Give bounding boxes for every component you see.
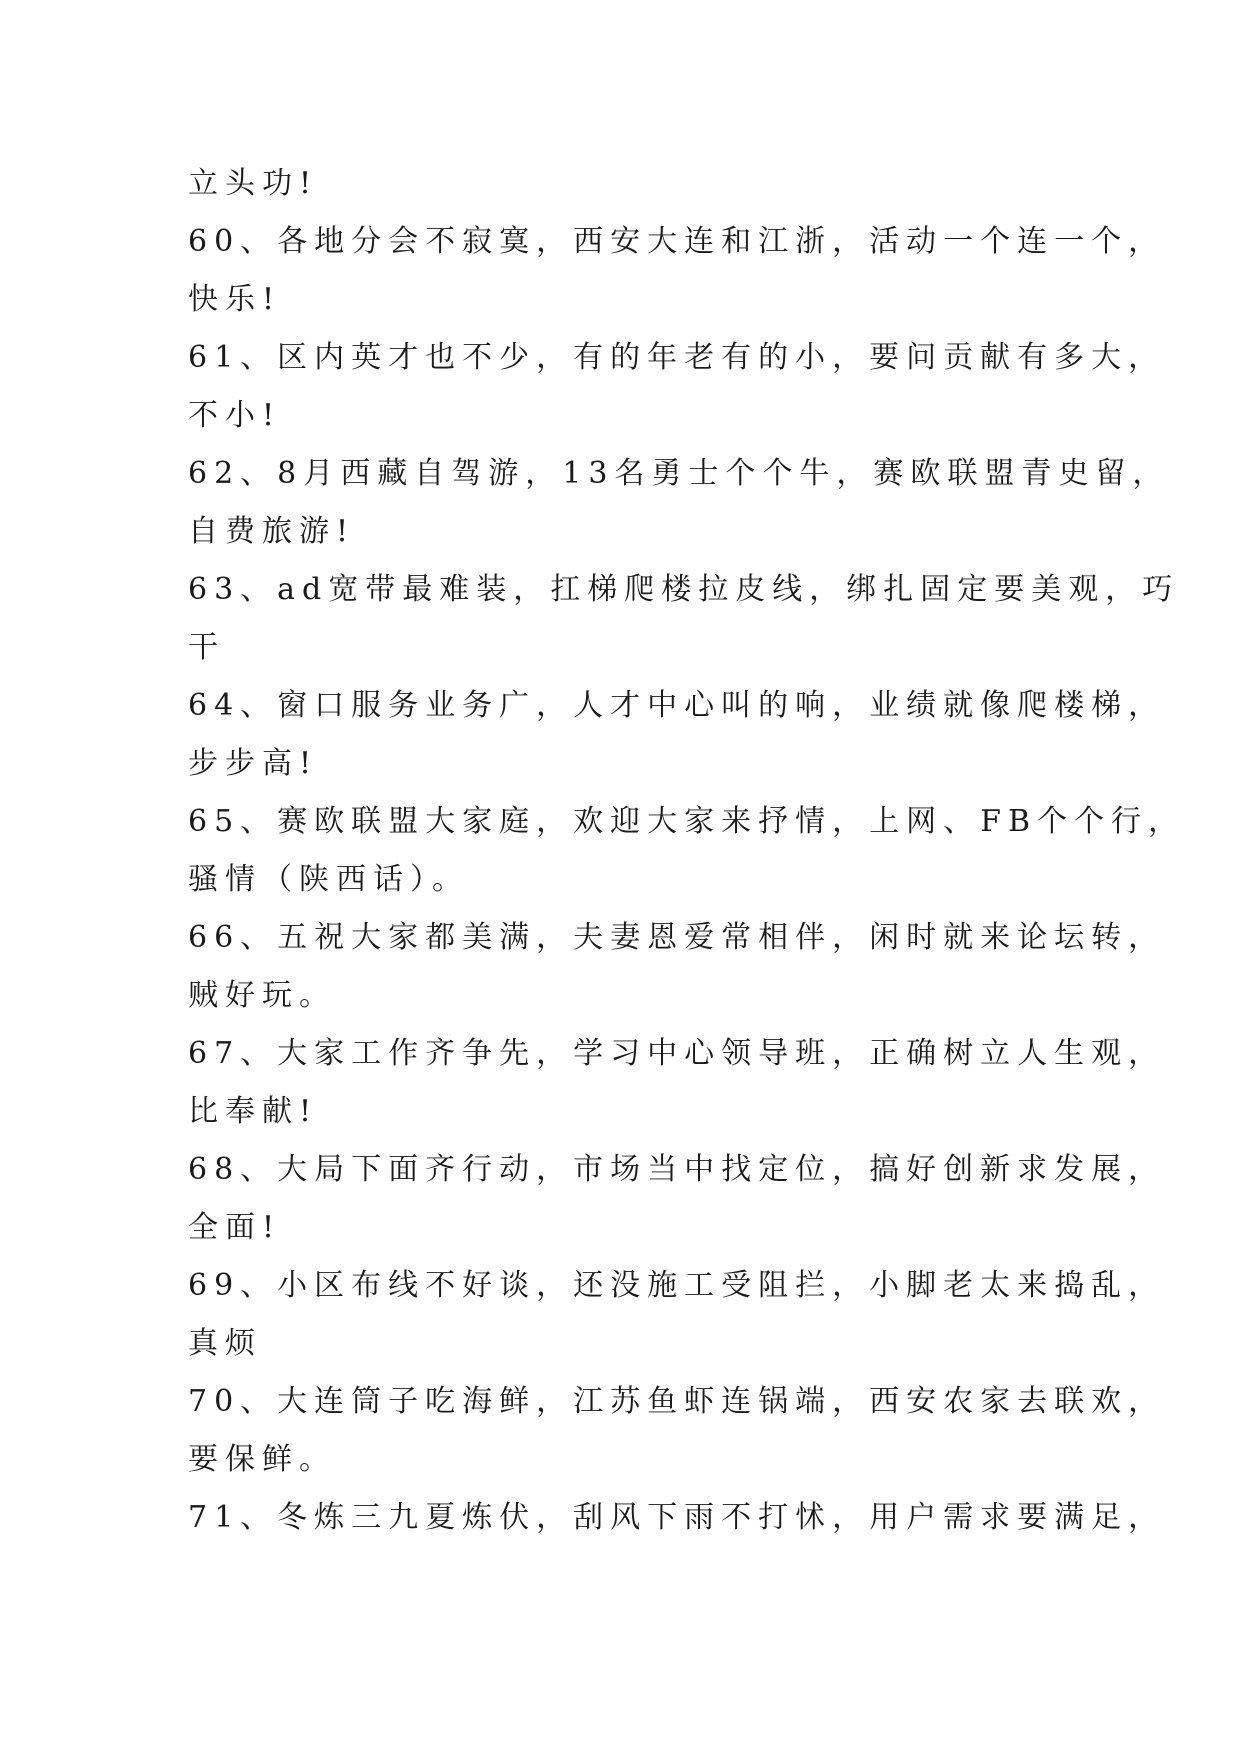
text-line: 比奉献! <box>188 1094 319 1129</box>
text-line: 骚情（陕西话）。 <box>188 862 469 897</box>
text-line: 69、小区布线不好谈，还没施工受阻拦，小脚老太来捣乱， <box>188 1268 1166 1303</box>
text-line: 68、大局下面齐行动，市场当中找定位，搞好创新求发展， <box>188 1152 1166 1187</box>
text-line: 65、赛欧联盟大家庭，欢迎大家来抒情，上网、FB个个行， <box>188 804 1186 839</box>
text-line: 60、各地分会不寂寞，西安大连和江浙，活动一个连一个， <box>188 224 1166 259</box>
text-line: 67、大家工作齐争先，学习中心领导班，正确树立人生观， <box>188 1036 1166 1071</box>
text-line: 70、大连筒子吃海鲜，江苏鱼虾连锅端，西安农家去联欢， <box>188 1384 1166 1419</box>
text-line: 63、ad宽带最难装，扛梯爬楼拉皮线，绑扎固定要美观，巧 <box>188 572 1180 607</box>
document-body <box>188 155 1186 1547</box>
text-line: 要保鲜。 <box>188 1442 336 1477</box>
text-line: 步步高! <box>188 746 319 781</box>
text-line: 61、区内英才也不少，有的年老有的小，要问贡献有多大， <box>188 340 1166 375</box>
text-line: 干 <box>188 630 225 665</box>
text-line: 快乐! <box>188 282 282 317</box>
text-line: 不小! <box>188 398 282 433</box>
text-line: 真烦 <box>188 1326 262 1361</box>
text-line: 全面! <box>188 1210 282 1245</box>
text-line: 64、窗口服务业务广，人才中心叫的响，业绩就像爬楼梯， <box>188 688 1166 723</box>
text-line: 贼好玩。 <box>188 978 336 1013</box>
text-line: 62、8月西藏自驾游，13名勇士个个牛，赛欧联盟青史留， <box>188 456 1170 491</box>
text-line: 66、五祝大家都美满，夫妻恩爱常相伴，闲时就来论坛转， <box>188 920 1166 955</box>
text-line: 自费旅游! <box>188 514 356 549</box>
text-line: 立头功! <box>188 166 319 201</box>
text-line: 71、冬炼三九夏炼伏，刮风下雨不打怵，用户需求要满足， <box>188 1500 1166 1535</box>
